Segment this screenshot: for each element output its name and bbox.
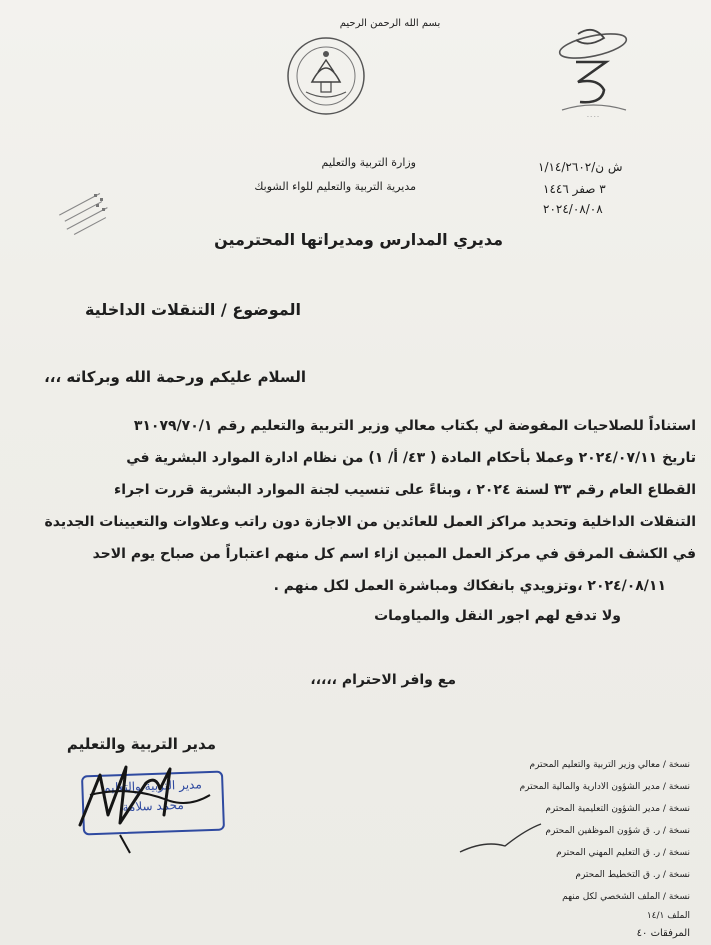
copy-recipient: نسخة / مدير الشؤون التعليمية المحترم (545, 804, 690, 814)
signature-block (60, 745, 235, 855)
svg-text:- - - -: - - - - (587, 114, 599, 120)
body-line: التنقلات الداخلية وتحديد مراكز العمل للعائدين من الاجازة دون راتب وعلاوات والتعيينات الجديدة (44, 514, 696, 530)
signature-icon (60, 745, 235, 855)
greeting: السلام عليكم ورحمة الله وبركاته ،،، (44, 368, 306, 386)
hijri-date: ٣ صفر ١٤٤٦ (543, 182, 606, 196)
basmala: بسم الله الرحمن الرحيم (339, 18, 441, 29)
directorate-name: مديرية التربية والتعليم للواء الشوبك (254, 180, 416, 193)
subject-line: الموضوع / التنقلات الداخلية (84, 300, 301, 319)
reference-number: ش ن/١/١٤/٢٦٠٢ (538, 160, 623, 174)
copy-recipient: نسخة / ر. ق التخطيط المحترم (575, 870, 690, 880)
stamp-line-name: محمد سلامة (122, 797, 184, 815)
copy-recipient: نسخة / معالي وزير التربية والتعليم المحترم (529, 760, 690, 770)
closing-regards: مع وافر الاحترام ،،،،، (310, 672, 456, 688)
received-stamp-icon (52, 180, 122, 248)
addressee: مديري المدارس ومديراتها المحترمين (214, 230, 503, 249)
kingdom-emblem-icon (282, 32, 370, 120)
stamp-line-title: مدير التربية والتعليم (102, 777, 202, 795)
signatory-title: مدير التربية والتعليم (66, 735, 216, 753)
copy-recipient: نسخة / ر. ق شؤون الموظفين المحترم (545, 826, 690, 836)
initials-mark-icon (455, 820, 545, 860)
copy-recipient: نسخة / ر. ق التعليم المهني المحترم (556, 848, 690, 858)
ministry-logo-icon (548, 20, 638, 120)
body-line: في الكشف المرفق في مركز العمل المبين ازاء اسم كل منهم اعتباراً من صباح يوم الاحد (92, 546, 696, 562)
file-number: الملف ١٤/١ (646, 911, 690, 921)
ministry-name: وزارة التربية والتعليم (321, 156, 416, 169)
attachments-count: المرفقات ٤٠ (636, 928, 690, 939)
copy-recipient: نسخة / الملف الشخصي لكل منهم (562, 892, 690, 902)
gregorian-date: ٢٠٢٤/٠٨/٠٨ (543, 202, 603, 216)
body-line: تاريخ ٢٠٢٤/٠٧/١١ وعملا بأحكام المادة ( ٤٣/ أ/ ١) من نظام ادارة الموارد البشرية في (126, 450, 696, 466)
copy-recipient: نسخة / مدير الشؤون الادارية والمالية المحترم (519, 782, 690, 792)
body-line: استناداً للصلاحيات المفوضة لي بكتاب معالي وزير التربية والتعليم رقم ٣١٠٧٩/٧٠/١ (133, 418, 696, 434)
body-line: ولا تدفع لهم اجور النقل والمياومات (374, 608, 621, 624)
body-line: ٢٠٢٤/٠٨/١١ ،وتزويدي بانفكاك ومباشرة العمل لكل منهم . (273, 578, 666, 594)
body-line: القطاع العام رقم ٣٣ لسنة ٢٠٢٤ ، وبناءً على تنسيب لجنة الموارد البشرية قررت اجراء (114, 482, 696, 498)
